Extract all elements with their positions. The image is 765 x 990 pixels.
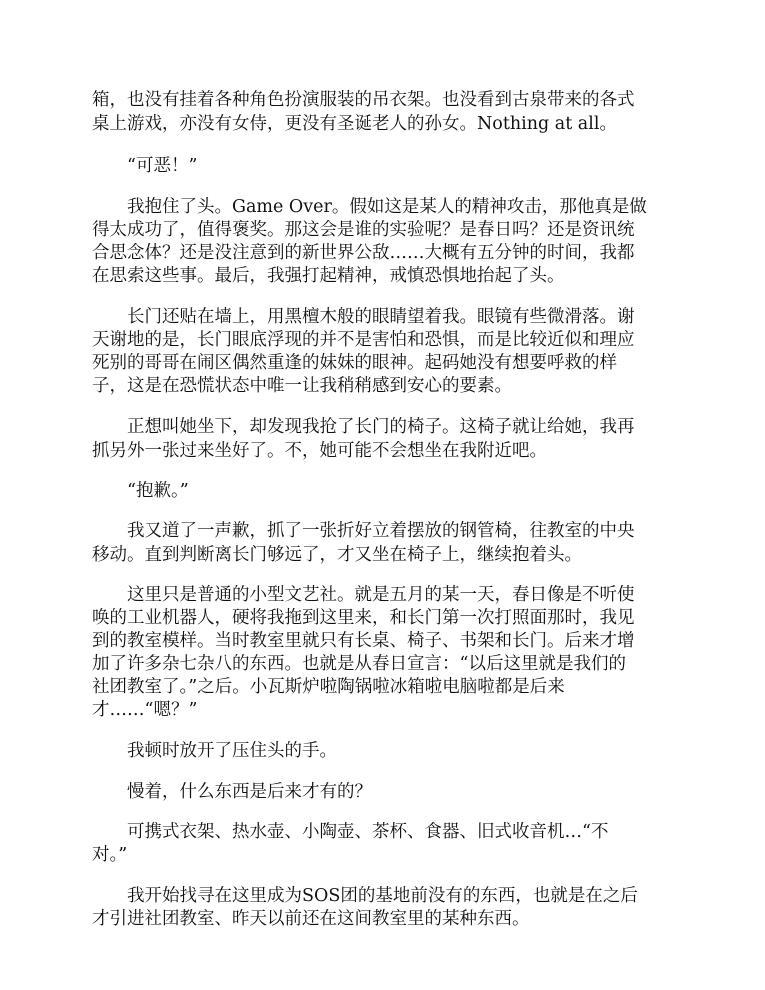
text-line: 我顿时放开了压住头的手。	[127, 741, 337, 761]
text-line: 唤的工业机器人，硬将我拖到这里来，和长门第一次打照面那时，我见	[92, 608, 635, 628]
text-line: 可携式衣架、热水壶、小陶壶、茶杯、食器、旧式收音机…“不	[127, 822, 609, 842]
text-line: 子，这是在恐慌状态中唯一让我稍稍感到安心的要素。	[92, 376, 512, 396]
text-line: 到的教室模样。当时教室里就只有长桌、椅子、书架和长门。后来才增	[92, 631, 635, 651]
text-line: 正想叫她坐下，却发现我抢了长门的椅子。这椅子就让给她，我再	[127, 417, 635, 437]
text-line: 合思念体？还是没注意到的新世界公敌……大概有五分钟的时间，我都	[92, 243, 635, 263]
text-line: 对。”	[92, 845, 128, 865]
text-line: 死别的哥哥在闹区偶然重逢的妹妹的眼神。起码她没有想要呼救的样	[92, 353, 617, 373]
text-line: 抓另外一张过来坐好了。不，她可能不会想坐在我附近吧。	[92, 441, 547, 461]
text-line: 箱，也没有挂着各种角色扮演服装的吊衣架。也没看到古泉带来的各式	[92, 90, 635, 110]
dialogue-line: “可恶！”	[127, 156, 198, 176]
text-line: 我开始找寻在这里成为SOS团的基地前没有的东西，也就是在之后	[127, 886, 638, 906]
text-line: 才引进社团教室、昨天以前还在这间教室里的某种东西。	[92, 909, 530, 929]
text-line: 我抱住了头。Game Over。假如这是某人的精神攻击，那他真是做	[127, 197, 647, 217]
text-line: 这里只是普通的小型文艺社。就是五月的某一天，春日像是不听使	[127, 585, 635, 605]
text-line: 才……“嗯？”	[92, 700, 198, 720]
text-line: 移动。直到判断离长门够远了，才又坐在椅子上，继续抱着头。	[92, 545, 582, 565]
text-line: 在思索这些事。最后，我强打起精神，戒慎恐惧地抬起了头。	[92, 266, 565, 286]
text-line: 得太成功了，值得褒奖。那这会是谁的实验呢？是春日吗？还是资讯统	[92, 220, 635, 240]
text-line: 长门还贴在墙上，用黑檀木般的眼睛望着我。眼镜有些微滑落。谢	[127, 307, 635, 327]
text-line: 桌上游戏，亦没有女侍，更没有圣诞老人的孙女。Nothing at all。	[92, 114, 617, 134]
dialogue-line: “抱歉。”	[127, 481, 189, 501]
text-line: 天谢地的是，长门眼底浮现的并不是害怕和恐惧，而是比较近似和理应	[92, 330, 635, 350]
text-line: 我又道了一声歉，抓了一张折好立着摆放的钢管椅，往教室的中央	[127, 521, 635, 541]
text-line: 慢着，什么东西是后来才有的？	[127, 782, 372, 802]
text-line: 社团教室了。”之后。小瓦斯炉啦陶锅啦冰箱啦电脑啦都是后来	[92, 677, 565, 697]
text-line: 加了许多杂七杂八的东西。也就是从春日宣言：“以后这里就是我们的	[92, 654, 626, 674]
